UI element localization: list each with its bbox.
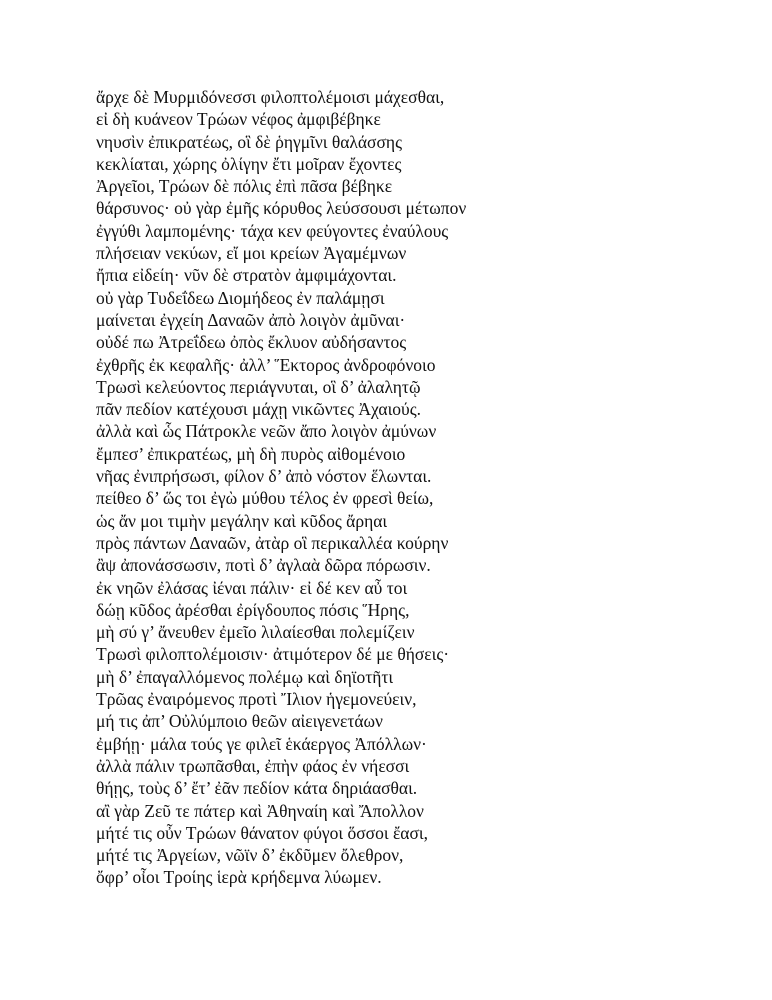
verse-line: Τρῶας ἐναιρόμενος προτὶ Ἴλιον ἡγεμονεύειν,	[96, 689, 417, 710]
verse-line: μὴ δ’ ἐπαγαλλόμενος πολέμῳ καὶ δηϊοτῆτι	[96, 666, 394, 687]
verse-line: Ἀργεῖοι, Τρώων δὲ πόλις ἐπὶ πᾶσα βέβηκε	[96, 176, 393, 197]
verse-line: Τρωσὶ φιλοπτολέμοισιν· ἀτιμότερον δέ με θήσεις·	[96, 644, 450, 665]
verse-line: ὄφρ’ οἶοι Τροίης ἱερὰ κρήδεμνα λύωμεν.	[96, 867, 382, 888]
verse-line: νῆας ἐνιπρήσωσι, φίλον δ’ ἀπὸ νόστον ἕλωνται.	[96, 466, 432, 487]
verse-line: μή τις ἀπ’ Οὐλύμποιο θεῶν αἰειγενετάων	[96, 711, 383, 732]
verse-line: πείθεο δ’ ὥς τοι ἐγὼ μύθου τέλος ἐν φρεσὶ θείω,	[96, 488, 434, 509]
verse-line: οὐ γὰρ Τυδεΐδεω Διομήδεος ἐν παλάμῃσι	[96, 287, 385, 308]
verse-line: θάρσυνος· οὐ γὰρ ἐμῆς κόρυθος λεύσσουσι μέτωπον	[96, 198, 467, 219]
verse-line: ἔμπεσ’ ἐπικρατέως, μὴ δὴ πυρὸς αἰθομένοιο	[96, 443, 406, 464]
verse-line: ἐμβήῃ· μάλα τούς γε φιλεῖ ἑκάεργος Ἀπόλλων·	[96, 733, 427, 754]
verse-line: ἀλλὰ πάλιν τρωπᾶσθαι, ἐπὴν φάος ἐν νήεσσι	[96, 755, 410, 776]
verse-line: ἐκ νηῶν ἐλάσας ἰέναι πάλιν· εἰ δέ κεν αὖ τοι	[96, 577, 408, 598]
verse-line: εἰ δὴ κυάνεον Τρώων νέφος ἀμφιβέβηκε	[96, 109, 381, 130]
verse-line: ἂψ ἀπονάσσωσιν, ποτὶ δ’ ἀγλαὰ δῶρα πόρωσιν.	[96, 555, 431, 576]
verse-line: κεκλίαται, χώρης ὀλίγην ἔτι μοῖραν ἔχοντες	[96, 153, 402, 174]
verse-line: θήῃς, τοὺς δ’ ἔτ’ ἐᾶν πεδίον κάτα δηριάασθαι.	[96, 778, 418, 799]
verse-line: ἤπια εἰδείη· νῦν δὲ στρατὸν ἀμφιμάχονται.	[96, 265, 397, 286]
verse-line: ἄρχε δὲ Μυρμιδόνεσσι φιλοπτολέμοισι μάχεσθαι,	[96, 87, 445, 107]
verse-line: ἀλλὰ καὶ ὧς Πάτροκλε νεῶν ἄπο λοιγὸν ἀμύνων	[96, 421, 437, 442]
verse-line: μαίνεται ἐγχείη Δαναῶν ἀπὸ λοιγὸν ἀμῦναι·	[96, 309, 406, 330]
verse-line: πρὸς πάντων Δαναῶν, ἀτὰρ οἳ περικαλλέα κούρην	[96, 532, 449, 553]
verse-line: μήτέ τις οὖν Τρώων θάνατον φύγοι ὅσσοι ἔασι,	[96, 822, 428, 843]
verse-line: ἐχθρῆς ἐκ κεφαλῆς· ἀλλ’ Ἕκτορος ἀνδροφόνοιο	[96, 354, 436, 375]
verse-line: πᾶν πεδίον κατέχουσι μάχῃ νικῶντες Ἀχαιούς.	[96, 399, 422, 420]
verse-line: ὡς ἄν μοι τιμὴν μεγάλην καὶ κῦδος ἄρηαι	[96, 510, 388, 531]
poem-text-block	[96, 86, 466, 889]
verse-line: πλήσειαν νεκύων, εἴ μοι κρείων Ἀγαμέμνων	[96, 243, 407, 264]
verse-line: οὐδέ πω Ἀτρεΐδεω ὀπὸς ἔκλυον αὐδήσαντος	[96, 332, 407, 353]
verse-line: μήτέ τις Ἀργείων, νῶϊν δ’ ἐκδῦμεν ὄλεθρον,	[96, 845, 404, 866]
verse-line: νηυσὶν ἐπικρατέως, οἳ δὲ ῥηγμῖνι θαλάσσης	[96, 131, 403, 152]
verse-line: μὴ σύ γ’ ἄνευθεν ἐμεῖο λιλαίεσθαι πολεμίζειν	[96, 622, 415, 643]
verse-line: Τρωσὶ κελεύοντος περιάγνυται, οἳ δ’ ἀλαλητῷ	[96, 376, 421, 397]
verse-line: ἐγγύθι λαμπομένης· τάχα κεν φεύγοντες ἐναύλους	[96, 220, 449, 241]
verse-line: αἲ γὰρ Ζεῦ τε πάτερ καὶ Ἀθηναίη καὶ Ἄπολλον	[96, 800, 424, 821]
verse-line: δώῃ κῦδος ἀρέσθαι ἐρίγδουπος πόσις Ἥρης,	[96, 599, 410, 620]
